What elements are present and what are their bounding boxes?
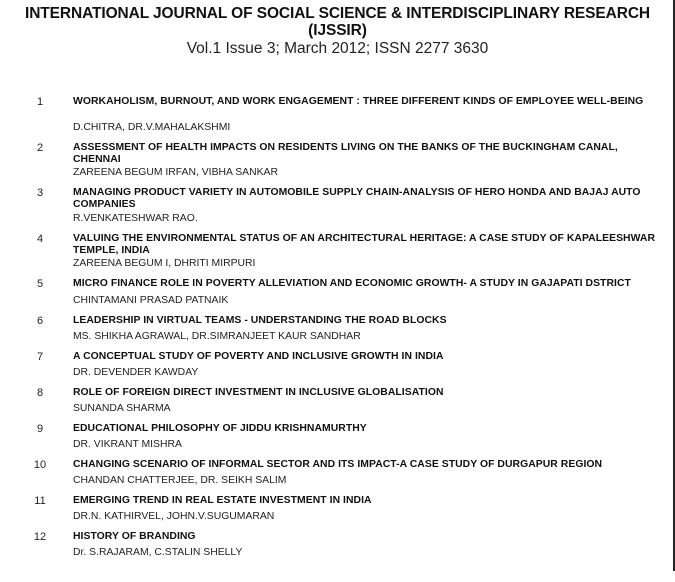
entry-number: 1 — [36, 96, 44, 108]
paper-authors: D.CHITRA, DR.V.MAHALAKSHMI — [73, 121, 231, 133]
journal-title: INTERNATIONAL JOURNAL OF SOCIAL SCIENCE & INTERDISCIPLINARY RESEARCH (IJSSIR) — [24, 5, 651, 39]
entry-number: 2 — [36, 141, 44, 154]
paper-authors: ZAREENA BEGUM IRFAN, VIBHA SANKAR — [73, 167, 278, 178]
paper-authors: Dr. S.RAJARAM, C.STALIN SHELLY — [73, 547, 243, 558]
journal-issue-info: Vol.1 Issue 3; March 2012; ISSN 2277 3630 — [186, 40, 489, 57]
paper-authors: SUNANDA SHARMA — [73, 403, 171, 414]
paper-title-link[interactable]: A CONCEPTUAL STUDY OF POVERTY AND INCLUSIVE GROWTH IN INDIA — [73, 351, 444, 362]
entry-number: 7 — [36, 351, 44, 363]
entry-number: 9 — [36, 423, 44, 435]
entry-number: 11 — [34, 495, 46, 507]
paper-title-link[interactable]: MANAGING PRODUCT VARIETY IN AUTOMOBILE SUPPLY CHAIN-ANALYSIS OF HERO HONDA AND BAJAJ AUTO COMPANIES — [73, 187, 641, 210]
entry-number: 6 — [36, 315, 44, 327]
entry-number: 12 — [33, 531, 47, 543]
entry-number: 5 — [36, 278, 44, 290]
paper-title-link[interactable]: WORKAHOLISM, BURNOUT, AND WORK ENGAGEMENT : THREE DIFFERENT KINDS OF EMPLOYEE WELL-BEING — [73, 96, 644, 107]
toc-entry[interactable] — [0, 547, 675, 582]
paper-title-link[interactable]: HISTORY OF BRANDING — [73, 531, 196, 542]
paper-title-link[interactable]: ASSESSMENT OF HEALTH IMPACTS ON RESIDENTS LIVING ON THE BANKS OF THE BUCKINGHAM CANAL, CHENNAI — [73, 141, 618, 165]
paper-title-link[interactable]: LEADERSHIP IN VIRTUAL TEAMS - UNDERSTANDING THE ROAD BLOCKS — [73, 315, 447, 326]
entry-number: 4 — [36, 232, 44, 245]
entry-number: 8 — [36, 387, 44, 399]
paper-title-link[interactable]: EDUCATIONAL PHILOSOPHY OF JIDDU KRISHNAMURTHY — [73, 423, 367, 434]
paper-authors: DR. VIKRANT MISHRA — [73, 439, 182, 450]
paper-authors: DR. DEVENDER KAWDAY — [73, 367, 199, 378]
entry-number: 3 — [36, 187, 44, 199]
paper-title-link[interactable]: MICRO FINANCE ROLE IN POVERTY ALLEVIATION AND ECONOMIC GROWTH- A STUDY IN GAJAPATI DSTRICT — [73, 278, 631, 289]
paper-title-link[interactable]: VALUING THE ENVIRONMENTAL STATUS OF AN ARCHITECTURAL HERITAGE: A CASE STUDY OF KAPALEESHWAR TEMPLE, INDIA — [73, 232, 655, 256]
paper-title-link[interactable]: ROLE OF FOREIGN DIRECT INVESTMENT IN INCLUSIVE GLOBALISATION — [73, 387, 444, 398]
paper-title-link[interactable]: CHANGING SCENARIO OF INFORMAL SECTOR AND ITS IMPACT-A CASE STUDY OF DURGAPUR REGION — [73, 459, 603, 470]
paper-authors: DR.N. KATHIRVEL, JOHN.V.SUGUMARAN — [73, 511, 275, 522]
paper-authors: CHANDAN CHATTERJEE, DR. SEIKH SALIM — [73, 475, 287, 486]
paper-authors: MS. SHIKHA AGRAWAL, DR.SIMRANJEET KAUR SANDHAR — [73, 331, 361, 342]
paper-authors: R.VENKATESHWAR RAO. — [73, 212, 198, 224]
entry-number: 10 — [33, 459, 47, 471]
paper-authors: CHINTAMANI PRASAD PATNAIK — [73, 295, 229, 306]
paper-authors: ZAREENA BEGUM I, DHRITI MIRPURI — [73, 258, 256, 269]
paper-title-link[interactable]: EMERGING TREND IN REAL ESTATE INVESTMENT IN INDIA — [73, 495, 372, 506]
table-of-contents — [0, 91, 675, 582]
journal-header — [0, 0, 675, 58]
